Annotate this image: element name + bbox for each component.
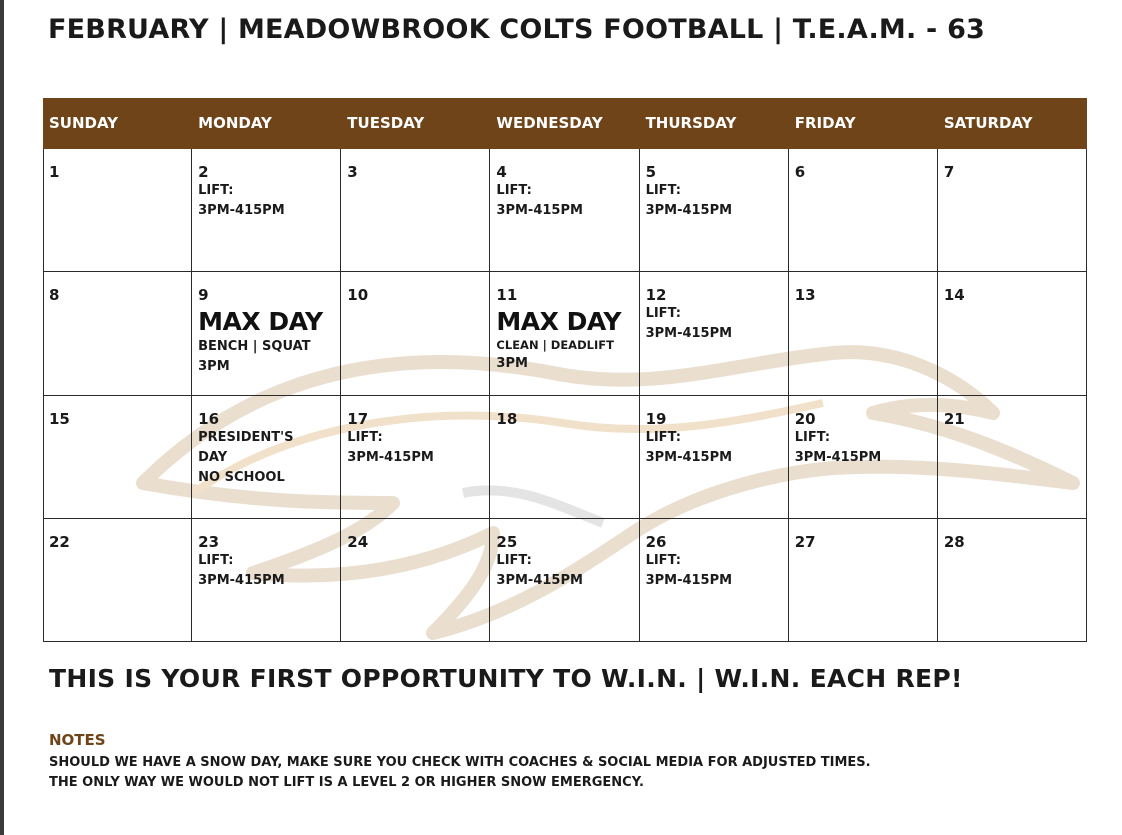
notes-title: NOTES (49, 731, 106, 749)
day-cell-18 (490, 396, 639, 519)
day-cell-2 (192, 149, 341, 272)
tagline: THIS IS YOUR FIRST OPPORTUNITY TO W.I.N. | W.I.N. EACH REP! (49, 664, 963, 693)
page-title: FEBRUARY | MEADOWBROOK COLTS FOOTBALL | T.E.A.M. - 63 (48, 14, 986, 45)
day-cell-27 (789, 519, 938, 642)
event-line: LIFT: (198, 552, 234, 568)
date-number: 27 (794, 532, 816, 551)
date-number: 13 (794, 286, 816, 305)
date-number: 15 (49, 409, 70, 428)
weekday-header-monday: MONDAY (198, 114, 272, 132)
date-number: 1 (49, 163, 60, 181)
weekday-header-tuesday: TUESDAY (347, 114, 425, 132)
date-number: 10 (347, 286, 369, 305)
day-cell-6 (789, 149, 938, 272)
weekday-header-sunday: SUNDAY (49, 114, 119, 132)
event-line: LIFT: (645, 183, 681, 198)
event-line: 3PM-415PM (198, 572, 285, 588)
day-cell-24 (341, 519, 490, 642)
day-cell-21 (938, 396, 1087, 519)
day-cell-17 (341, 396, 490, 519)
calendar-grid (43, 149, 1087, 642)
event-line: LIFT: (645, 552, 681, 568)
event-line: LIFT: (645, 429, 681, 445)
day-cell-22 (43, 519, 192, 642)
event-line: 3PM-415PM (794, 449, 882, 465)
day-cell-26 (640, 519, 789, 642)
date-number: 6 (794, 163, 806, 181)
event-line: 3PM-415PM (645, 572, 733, 588)
notes-line-1: SHOULD WE HAVE A SNOW DAY, MAKE SURE YOU CHECK WITH COACHES & SOCIAL MEDIA FOR ADJUSTED TIMES. (49, 755, 871, 770)
weekday-header-saturday: SATURDAY (943, 114, 1033, 132)
date-number: 11 (496, 286, 518, 305)
date-number: 7 (943, 163, 955, 181)
date-number: 12 (645, 286, 667, 305)
date-number: 23 (198, 532, 220, 551)
event-line: LIFT: (645, 306, 681, 322)
event-line: NO SCHOOL (198, 469, 285, 485)
event-line: 3PM-415PM (645, 326, 733, 342)
event-line: DAY (198, 449, 228, 465)
date-number: 3 (347, 163, 358, 181)
date-number: 19 (645, 409, 667, 428)
day-cell-4 (490, 149, 639, 272)
day-cell-10 (341, 272, 490, 395)
notes-line-2: THE ONLY WAY WE WOULD NOT LIFT IS A LEVEL 2 OR HIGHER SNOW EMERGENCY. (49, 775, 644, 790)
day-cell-28 (938, 519, 1087, 642)
date-number: 4 (496, 163, 507, 181)
event-line: 3PM-415PM (645, 449, 733, 465)
day-cell-3 (341, 149, 490, 272)
event-line: LIFT: (496, 183, 532, 198)
day-cell-16 (192, 396, 341, 519)
date-number: 9 (198, 286, 209, 305)
day-cell-7 (938, 149, 1087, 272)
event-line: 3PM-415PM (198, 203, 285, 218)
date-number: 24 (347, 532, 369, 551)
day-cell-1 (43, 149, 192, 272)
event-line: 3PM-415PM (347, 449, 434, 465)
date-number: 26 (645, 532, 667, 551)
day-cell-23 (192, 519, 341, 642)
day-cell-19 (640, 396, 789, 519)
day-cell-20 (789, 396, 938, 519)
event-line: BENCH | SQUAT (198, 339, 311, 355)
date-number: 17 (347, 409, 369, 428)
date-number: 25 (496, 532, 518, 551)
page-edge-bar (0, 0, 4, 835)
day-cell-13 (789, 272, 938, 395)
date-number: 8 (49, 286, 60, 305)
day-cell-9 (192, 272, 341, 395)
event-line: PRESIDENT'S (198, 429, 294, 445)
date-number: 20 (794, 409, 816, 428)
event-line: 3PM-415PM (496, 572, 583, 588)
date-number: 22 (49, 532, 70, 551)
weekday-header-thursday: THURSDAY (645, 114, 737, 132)
day-cell-25 (490, 519, 639, 642)
event-line: LIFT: (347, 429, 383, 445)
day-cell-15 (43, 396, 192, 519)
weekday-header-wednesday: WEDNESDAY (496, 114, 603, 132)
calendar (43, 98, 1087, 642)
day-cell-12 (640, 272, 789, 395)
event-line: 3PM (198, 359, 230, 375)
date-number: 2 (198, 163, 209, 181)
event-line: 3PM-415PM (496, 203, 583, 218)
date-number: 14 (943, 286, 965, 305)
event-line: LIFT: (794, 429, 831, 445)
weekday-header-friday: FRIDAY (794, 114, 856, 132)
day-cell-11 (490, 272, 639, 395)
event-line: 3PM-415PM (645, 203, 733, 218)
date-number: 28 (943, 532, 965, 551)
event-line: LIFT: (496, 552, 532, 568)
event-line: 3PM (496, 356, 528, 372)
day-cell-14 (938, 272, 1087, 395)
event-line: CLEAN | DEADLIFT (496, 338, 614, 353)
date-number: 18 (496, 409, 518, 428)
weekday-header-row (43, 98, 1087, 149)
date-number: 5 (645, 163, 656, 181)
date-number: 21 (943, 409, 965, 428)
date-number: 16 (198, 409, 220, 428)
max-day-label: MAX DAY (496, 307, 621, 337)
event-line: LIFT: (198, 183, 234, 198)
day-cell-5 (640, 149, 789, 272)
day-cell-8 (43, 272, 192, 395)
max-day-label: MAX DAY (198, 307, 323, 337)
